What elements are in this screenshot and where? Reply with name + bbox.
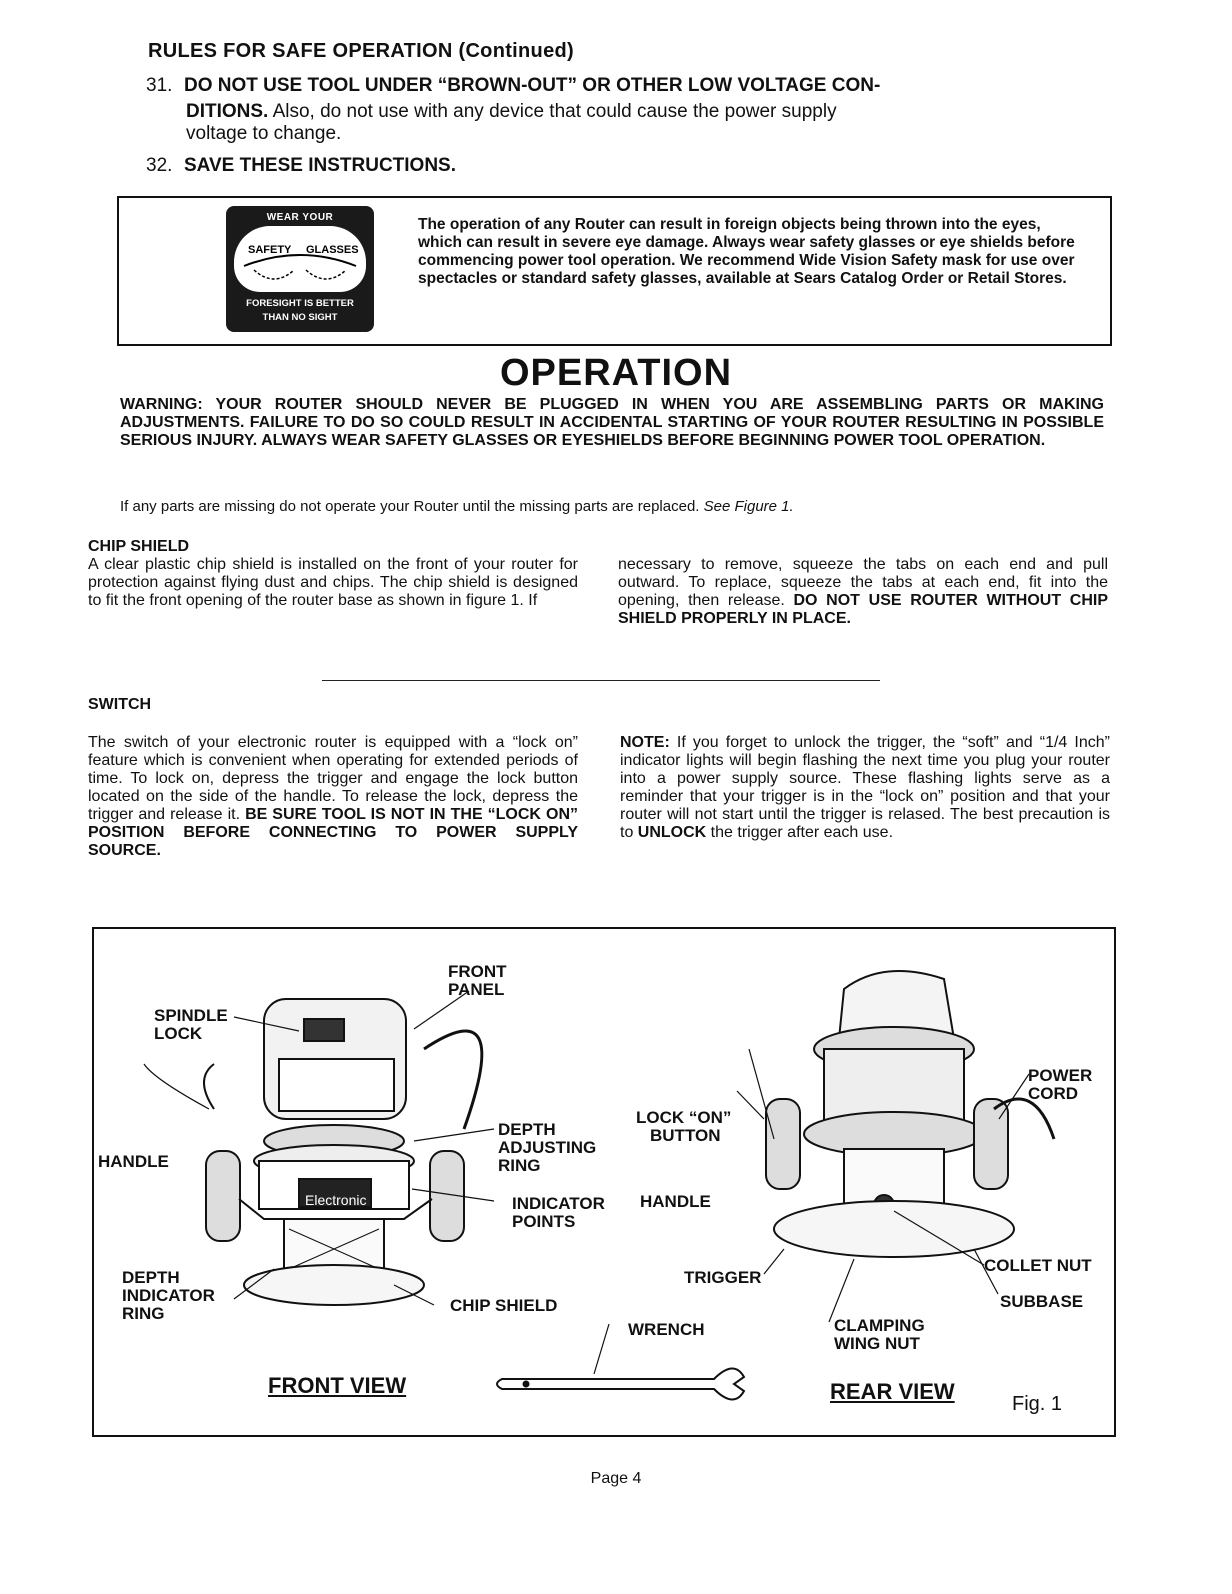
note-label: NOTE: <box>620 734 670 751</box>
figure-number-label: Fig. 1 <box>1012 1393 1063 1415</box>
front-view-label: FRONT VIEW <box>268 1373 407 1398</box>
chip-shield-left-text: A clear plastic chip shield is installed on the front of your router for protection against flying dust and chips. The chip shield is designed to fit the front opening of the router base as shown in figure 1. If <box>88 556 578 609</box>
label-depth-indicator-1: DEPTH <box>122 1268 180 1287</box>
label-clamping-1: CLAMPING <box>834 1316 925 1335</box>
rule-bold-text: SAVE THESE INSTRUCTIONS. <box>184 155 457 176</box>
figure-1-box <box>92 927 1116 1437</box>
label-depth-adjusting-1: DEPTH <box>498 1120 556 1139</box>
label-power-cord-1: POWER <box>1028 1066 1093 1085</box>
rule-31-continued <box>186 102 1076 122</box>
safety-glasses-badge <box>226 206 374 332</box>
operation-warning: WARNING: YOUR ROUTER SHOULD NEVER BE PLUGGED IN WHEN YOU ARE ASSEMBLING PARTS OR MAKING ADJUSTMENTS. FAILURE TO DO SO COULD RESULT IN ACCIDENTAL STARTING OF YOUR ROUTER RESULTING IN POSSIBLE SERIOUS INJURY. ALWAYS WEAR SAFETY GLASSES OR EYESHIELDS BEFORE BEGINNING POWER TOOL OPERATION. <box>120 396 1104 449</box>
label-depth-indicator-2: INDICATOR <box>122 1286 215 1305</box>
switch-heading: SWITCH <box>88 696 152 713</box>
router-illustration <box>94 929 1114 1435</box>
safety-glasses-icon <box>234 226 366 292</box>
section-heading: RULES FOR SAFE OPERATION (Continued) <box>148 40 574 62</box>
badge-right-text: GLASSES <box>306 244 359 256</box>
switch-right-text <box>620 734 1110 842</box>
label-chip-shield: CHIP SHIELD <box>450 1296 558 1315</box>
label-lock-on-1: LOCK “ON” <box>636 1108 732 1127</box>
chip-shield-right-body: necessary to remove, squeeze the tabs on each end and pull outward. To replace, squeeze the tabs at each end, fit into the opening, then release. <box>618 556 1108 609</box>
label-trigger: TRIGGER <box>684 1268 762 1287</box>
rule-31-text-2: voltage to change. <box>186 123 342 144</box>
unlock-emphasis: UNLOCK <box>637 824 707 841</box>
chip-shield-right-text <box>618 556 1108 628</box>
figure-reference: See Figure 1. <box>703 498 794 515</box>
rule-31 <box>146 76 1074 96</box>
label-depth-adjusting-3: RING <box>498 1156 541 1175</box>
label-handle-front: HANDLE <box>98 1152 169 1171</box>
label-lock-on-2: BUTTON <box>650 1126 721 1145</box>
switch-right-end: the trigger after each use. <box>706 824 894 841</box>
switch-left-body: The switch of your electronic router is equipped with a “lock on” feature which is convenient when operating for extended periods of time. To lock on, depress the trigger and engage the lock button located on the side of the handle. To release the lock, depress the trigger and release it. <box>88 734 578 823</box>
label-handle-rear: HANDLE <box>640 1192 711 1211</box>
badge-top-text: WEAR YOUR <box>266 212 334 223</box>
label-wrench: WRENCH <box>628 1320 705 1339</box>
operation-title: OPERATION <box>499 352 733 394</box>
label-power-cord-2: CORD <box>1028 1084 1079 1103</box>
safety-notice-text: The operation of any Router can result in foreign objects being thrown into the eyes, which can result in severe eye damage. Always wear safety glasses or eye shields before commencing power tool operation. We recommend Wide Vision Safety mask for use over spectacles or standard safety glasses, available at Sears Catalog Order or Retail Stores. <box>418 216 1075 287</box>
missing-parts-note <box>120 498 1080 515</box>
rule-number: 32. <box>146 155 173 176</box>
rule-number: 31. <box>146 75 173 96</box>
label-depth-indicator-3: RING <box>122 1304 165 1323</box>
rear-view-label: REAR VIEW <box>830 1379 955 1404</box>
label-subbase: SUBBASE <box>1000 1292 1084 1311</box>
label-front-panel-1: FRONT <box>448 962 507 981</box>
rule-bold-text-2: DITIONS. <box>186 101 269 122</box>
chip-shield-warning: DO NOT USE ROUTER WITHOUT CHIP SHIELD PROPERLY IN PLACE. <box>618 592 1108 627</box>
label-indicator-points-2: POINTS <box>512 1212 576 1231</box>
label-clamping-2: WING NUT <box>834 1334 920 1353</box>
rule-32 <box>146 156 1074 176</box>
label-indicator-points-1: INDICATOR <box>512 1194 605 1213</box>
switch-right-body: If you forget to unlock the trigger, the “soft” and “1/4 Inch” indicator lights will begin flashing the next time you plug your router into a power supply source. These flashing lights serve as a reminder that your trigger is in the “lock on” position and that your router will not start until the trigger is relased. The best precaution is to <box>620 734 1110 841</box>
section-divider <box>322 680 880 681</box>
chip-shield-heading: CHIP SHIELD <box>88 538 190 555</box>
switch-warning: BE SURE TOOL IS NOT IN THE “LOCK ON” POSITION BEFORE CONNECTING TO POWER SUPPLY SOURCE. <box>88 806 578 859</box>
label-front-panel-2: PANEL <box>448 980 505 999</box>
rule-bold-text: DO NOT USE TOOL UNDER “BROWN-OUT” OR OTHER LOW VOLTAGE CON- <box>184 75 881 96</box>
badge-left-text: SAFETY <box>248 244 292 256</box>
rule-text: Also, do not use with any device that could cause the power supply <box>268 101 837 122</box>
label-collet-nut: COLLET NUT <box>984 1256 1092 1275</box>
label-depth-adjusting-2: ADJUSTING <box>498 1138 597 1157</box>
switch-left-text <box>88 734 578 860</box>
missing-parts-text: If any parts are missing do not operate your Router until the missing parts are replaced. <box>120 498 704 515</box>
badge-bottom-text-1: FORESIGHT IS BETTER <box>246 298 354 309</box>
label-spindle-lock-2: LOCK <box>154 1024 203 1043</box>
page-number: Page 4 <box>590 1470 642 1487</box>
router-brand-label: Electronic <box>305 1192 367 1208</box>
badge-bottom-text-2: THAN NO SIGHT <box>262 312 338 323</box>
label-spindle-lock-1: SPINDLE <box>154 1006 228 1025</box>
